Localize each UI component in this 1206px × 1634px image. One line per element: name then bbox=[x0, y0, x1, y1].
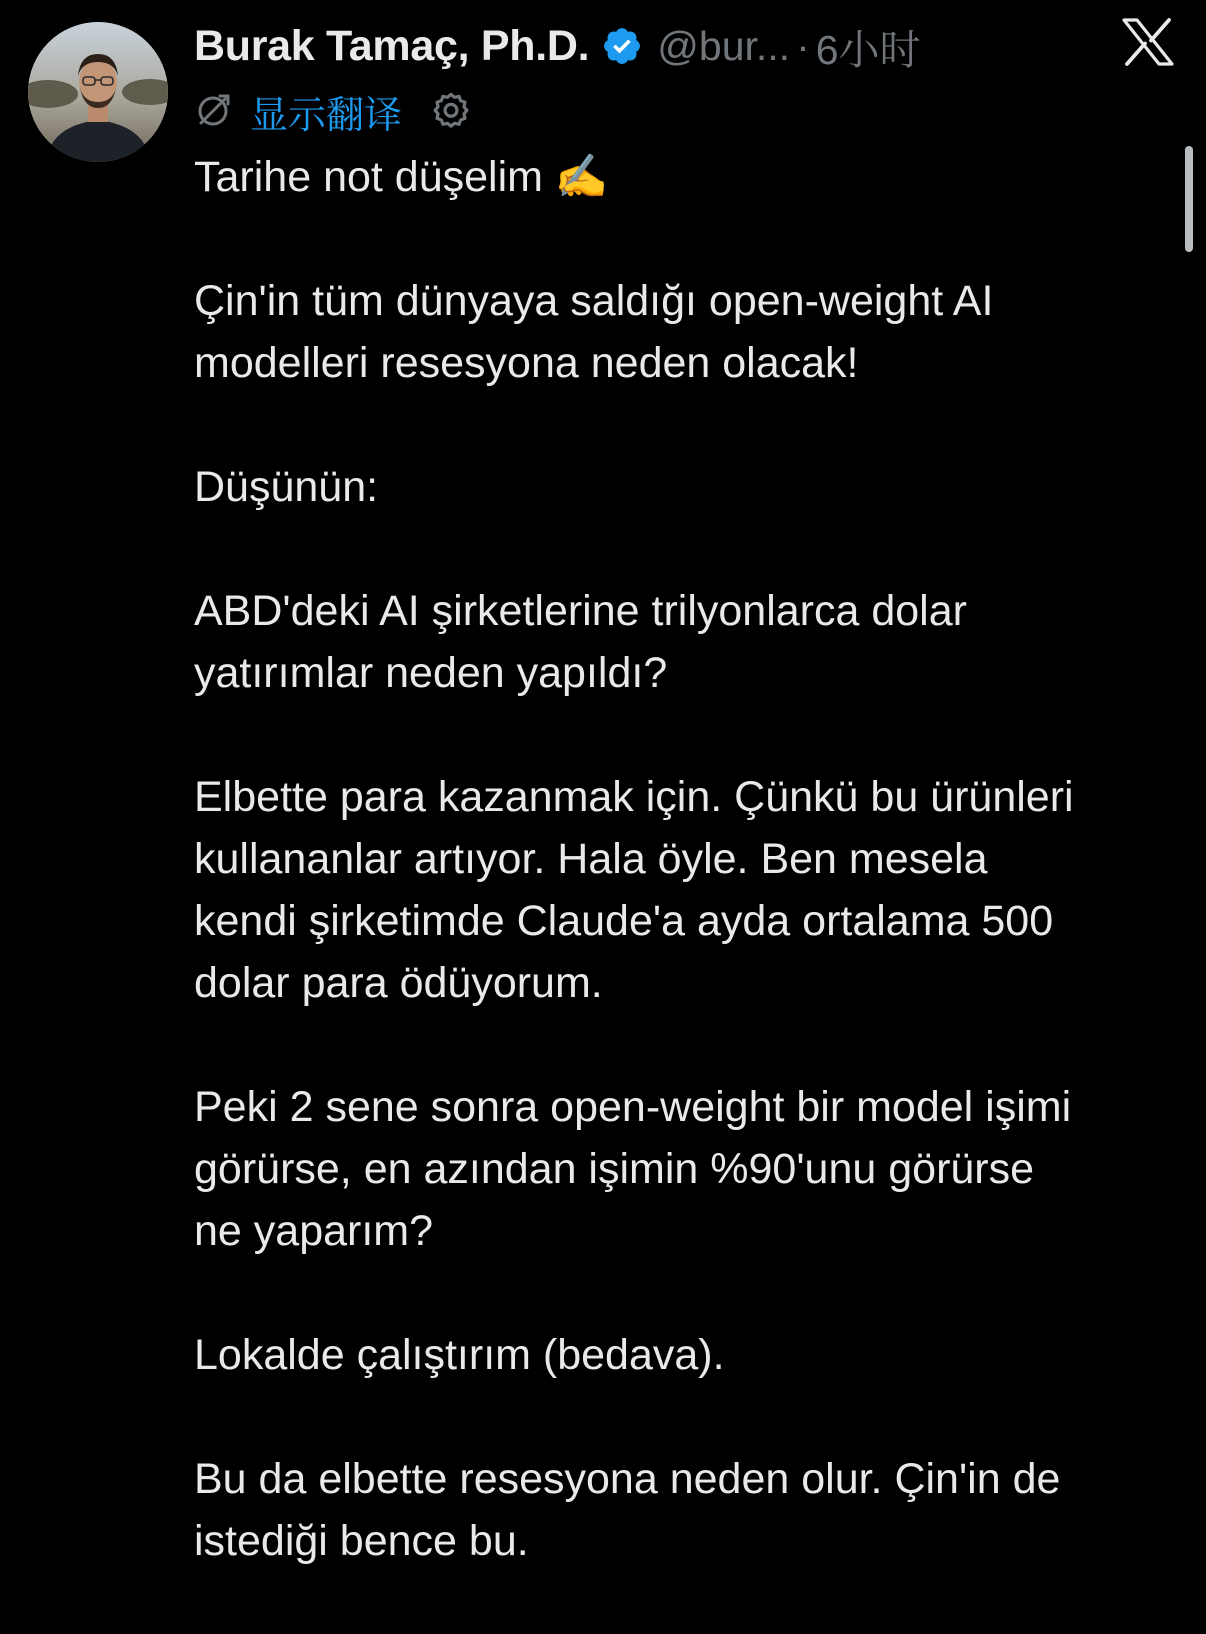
tweet-paragraph: Elbette para kazanmak için. Çünkü bu ürünleri kullananlar artıyor. Hala öyle. Ben mesela kendi şirketimde Claude'a ayda ortalama 500 dolar para ödüyorum. bbox=[194, 773, 1074, 1007]
author-avatar[interactable] bbox=[28, 22, 168, 162]
globe-slash-icon bbox=[194, 92, 232, 130]
tweet-paragraph: Bu da elbette resesyona neden olur. Çin'in de istediği bence bu. bbox=[194, 1455, 1061, 1565]
author-handle[interactable]: @bur... bbox=[657, 22, 791, 69]
scrollbar-thumb[interactable] bbox=[1185, 146, 1193, 252]
tweet-header bbox=[194, 16, 921, 76]
gear-icon[interactable] bbox=[430, 90, 472, 132]
tweet-paragraph: ABD'deki AI şirketlerine trilyonlarca dolar yatırımlar neden yapıldı? bbox=[194, 587, 967, 697]
separator-dot: · bbox=[796, 22, 810, 69]
tweet-text bbox=[194, 146, 1184, 1634]
translate-row bbox=[194, 84, 472, 138]
tweet-paragraph: Düşünün: bbox=[194, 463, 379, 511]
tweet-paragraph: Lokalde çalıştırım (bedava). bbox=[194, 1331, 725, 1379]
show-translation-link[interactable]: 显示翻译 bbox=[250, 94, 403, 137]
author-name[interactable]: Burak Tamaç, Ph.D. bbox=[194, 21, 590, 70]
tweet-paragraph: Çin'in tüm dünyaya saldığı open-weight AI modelleri resesyona neden olacak! bbox=[194, 277, 994, 387]
tweet-paragraph: Peki 2 sene sonra open-weight bir model işimi görürse, en azından işimin %90'unu görürse ne yaparım? bbox=[194, 1083, 1072, 1255]
x-logo-icon[interactable] bbox=[1122, 18, 1174, 66]
verified-badge-icon[interactable] bbox=[601, 25, 643, 67]
tweet-paragraph: Tarihe not düşelim ✍️ bbox=[194, 153, 609, 201]
tweet-timestamp[interactable]: 6小时 bbox=[815, 26, 921, 73]
